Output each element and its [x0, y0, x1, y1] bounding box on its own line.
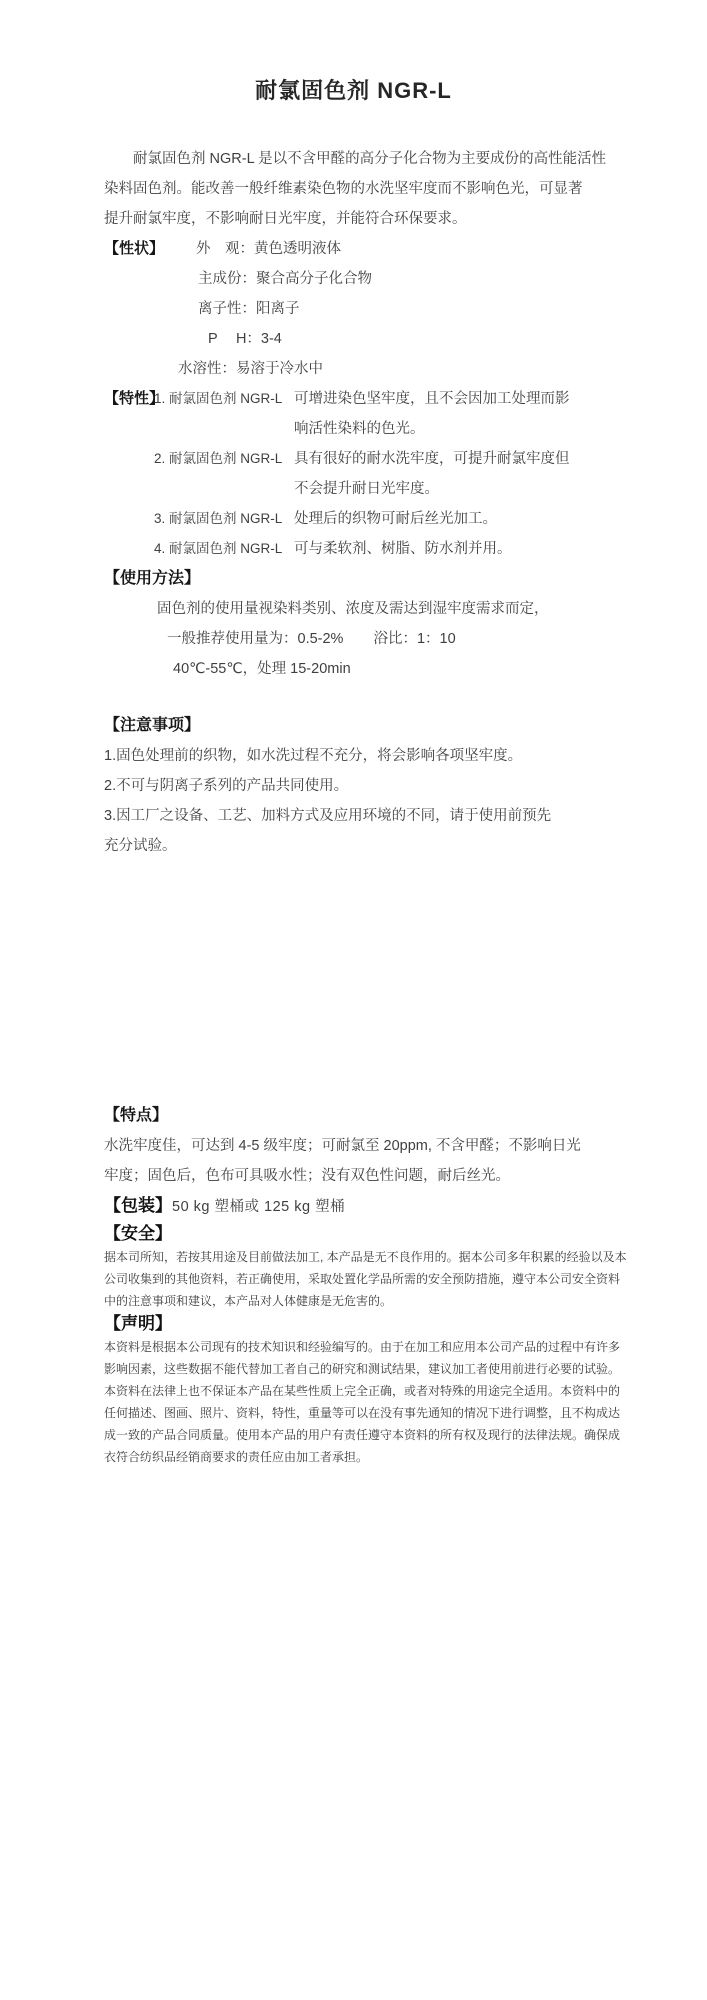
- highlight-line: 水洗牢度佳，可达到 4-5 级牢度；可耐氯至 20ppm, 不含甲醛；不影响日光: [104, 1138, 581, 1154]
- feature-name: 4. 耐氯固色剂 NGR-L: [154, 541, 283, 556]
- disclaimer-line: 本资料是根据本公司现有的技术知识和经验编写的。由于在加工和应用本公司产品的过程中有许多: [104, 1340, 621, 1354]
- usage-line-2: [104, 624, 629, 654]
- intro-line: 耐氯固色剂 NGR-L 是以不含甲醛的高分子化合物为主要成份的高性能活性: [133, 151, 607, 167]
- packaging-text: 50 kg 塑桶或 125 kg 塑桶: [172, 1199, 346, 1215]
- feature-desc-line: 具有很好的耐水洗牢度，可提升耐氯牢度但: [294, 451, 570, 467]
- intro-line: 提升耐氯牢度，不影响耐日光牢度，并能符合环保要求。: [104, 211, 467, 227]
- features-heading: 【特性】: [104, 390, 165, 407]
- intro-paragraph: [104, 144, 629, 234]
- disclaimer-section: [104, 1312, 629, 1468]
- features-section: [104, 384, 629, 564]
- feature-item: [104, 444, 629, 504]
- disclaimer-heading: 【声明】: [104, 1314, 172, 1333]
- intro-line: 染料固色剂。能改善一般纤维素染色物的水洗坚牢度而不影响色光，可显著: [104, 181, 583, 197]
- precautions-heading: 【注意事项】: [104, 717, 201, 734]
- property-solubility: 水溶性：易溶于冷水中: [178, 361, 323, 377]
- usage-bath-ratio: 浴比：1：10: [373, 631, 456, 647]
- highlights-heading: 【特点】: [104, 1107, 169, 1124]
- properties-heading: 【性状】: [104, 240, 165, 257]
- precaution-line: 1.固色处理前的织物，如水洗过程不充分，将会影响各项坚牢度。: [104, 748, 523, 764]
- disclaimer-line: 影响因素，这些数据不能代替加工者自己的研究和测试结果，建议加工者使用前进行必要的试验。: [104, 1362, 621, 1376]
- highlights-section: [104, 1101, 629, 1191]
- disclaimer-line: 成一致的产品合同质量。使用本产品的用户有责任遵守本资料的所有权及现行的法律法规。确保成: [104, 1428, 621, 1442]
- highlight-line: 牢度；固色后，色布可具吸水性；没有双色性问题，耐后丝光。: [104, 1168, 510, 1184]
- property-ionicity: 离子性：阳离子: [198, 301, 300, 317]
- property-appearance: 外 观：黄色透明液体: [196, 241, 341, 257]
- feature-name: 1. 耐氯固色剂 NGR-L: [154, 391, 283, 406]
- property-main-component: 主成份：聚合高分子化合物: [198, 271, 372, 287]
- safety-heading: 【安全】: [104, 1224, 172, 1243]
- packaging-heading: 【包装】: [104, 1196, 172, 1215]
- feature-desc-line: 处理后的织物可耐后丝光加工。: [294, 511, 497, 527]
- safety-line: 中的注意事项和建议，本产品对人体健康是无危害的。: [104, 1294, 393, 1308]
- feature-item: [104, 504, 629, 534]
- feature-desc-line: 可增进染色坚牢度，且不会因加工处理而影: [294, 391, 570, 407]
- usage-temperature: 40℃-55℃，处理 15-20min: [173, 661, 351, 677]
- disclaimer-line: 衣符合纺织品经销商要求的责任应由加工者承担。: [104, 1450, 369, 1464]
- usage-section: [104, 564, 629, 684]
- feature-name: 3. 耐氯固色剂 NGR-L: [154, 511, 283, 526]
- precaution-line: 2.不可与阴离子系列的产品共同使用。: [104, 778, 349, 794]
- feature-name: 2. 耐氯固色剂 NGR-L: [154, 451, 283, 466]
- page-title: 耐氯固色剂 NGR-L: [255, 78, 452, 103]
- usage-line-1: 固色剂的使用量视染料类别、浓度及需达到湿牢度需求而定，: [157, 601, 549, 617]
- blank-gap: [104, 861, 629, 1101]
- document-body: [0, 144, 707, 1468]
- properties-section: [104, 234, 629, 384]
- disclaimer-line: 本资料在法律上也不保证本产品在某些性质上完全正确，或者对特殊的用途完全适用。本资料中的: [104, 1384, 621, 1398]
- safety-section: [104, 1222, 629, 1312]
- usage-heading: 【使用方法】: [104, 570, 201, 587]
- precaution-line: 充分试验。: [104, 838, 177, 854]
- usage-dosage: 一般推荐使用量为：0.5-2%: [167, 631, 344, 647]
- feature-item: [104, 534, 629, 564]
- disclaimer-line: 任何描述、图画、照片、资料，特性，重量等可以在没有事先通知的情况下进行调整，且不构成达: [104, 1406, 621, 1420]
- precaution-line: 3.因工厂之设备、工艺、加料方式及应用环境的不同，请于使用前预先: [104, 808, 552, 824]
- feature-desc-line: 可与柔软剂、树脂、防水剂并用。: [294, 541, 512, 557]
- feature-desc-line: 响活性染料的色光。: [294, 421, 425, 437]
- precautions-section: [104, 711, 629, 861]
- feature-desc-line: 不会提升耐日光牢度。: [294, 481, 439, 497]
- packaging-row: [104, 1191, 629, 1222]
- safety-line: 据本司所知，若按其用途及目前做法加工, 本产品是无不良作用的。据本公司多年积累的经验以及本: [104, 1250, 627, 1264]
- feature-item: [104, 384, 629, 444]
- property-ph: P H：3-4: [208, 331, 282, 347]
- safety-line: 公司收集到的其他资料，若正确使用，采取处置化学品所需的安全预防措施，遵守本公司安全资料: [104, 1272, 621, 1286]
